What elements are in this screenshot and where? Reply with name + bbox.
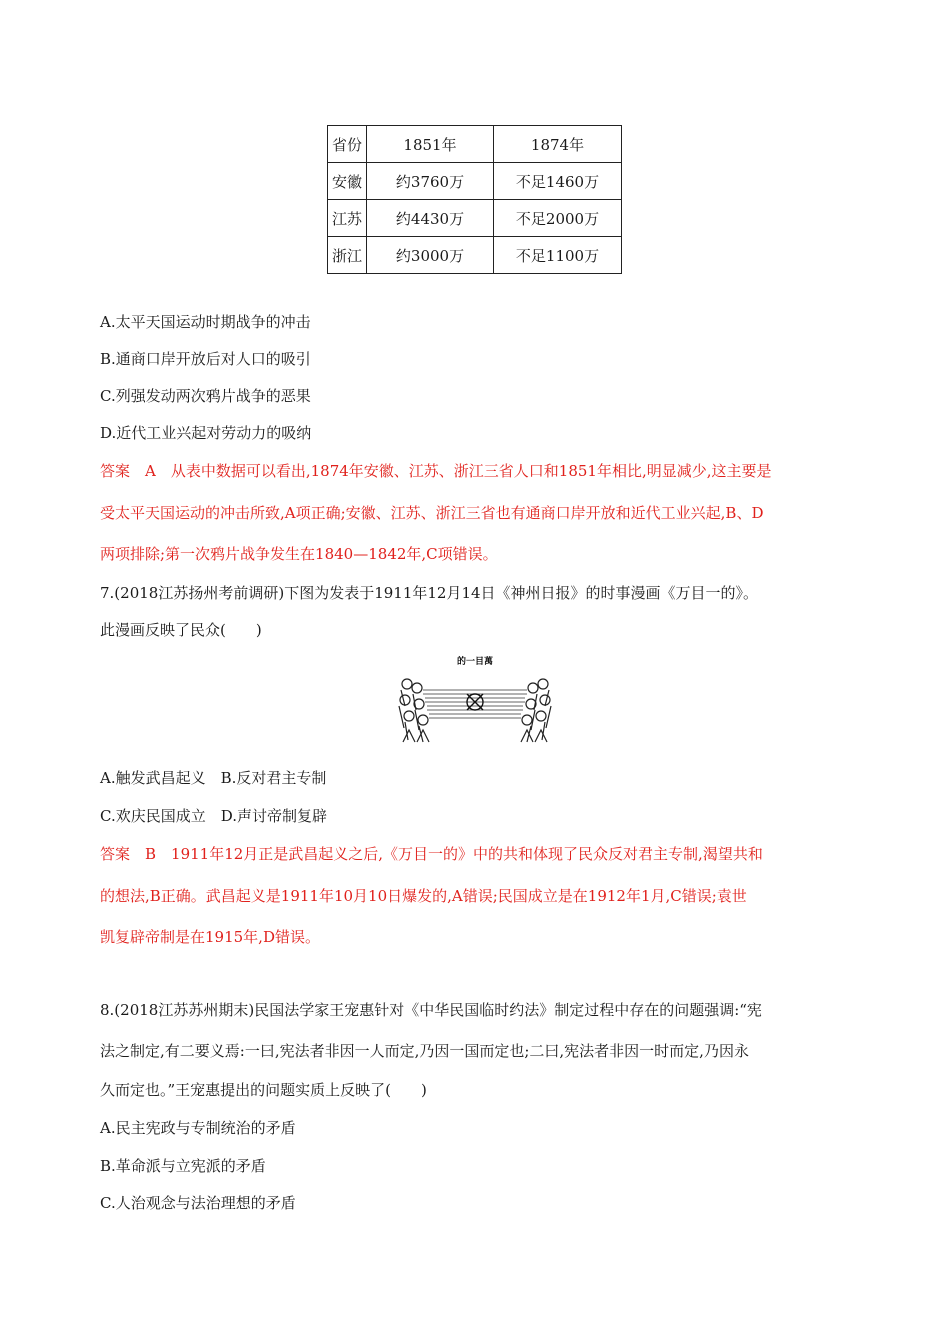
q7-stem-line: 7.(2018江苏扬州考前调研)下图为发表于1911年12月14日《神州日报》的时事漫画《万目一的》。: [100, 584, 759, 602]
table-cell: 约4430万: [367, 200, 494, 237]
q8-stem-line: 8.(2018江苏苏州期末)民国法学家王宠惠针对《中华民国临时约法》制定过程中存在的问题强调:“宪: [100, 1001, 762, 1019]
table-cell: 不足2000万: [494, 200, 622, 237]
q6-answer-line: 受太平天国运动的冲击所致,A项正确;安徽、江苏、浙江三省也有通商口岸开放和近代工业兴起,B、D: [100, 504, 764, 522]
left-crowd: [399, 679, 429, 742]
table-header-row: [328, 126, 622, 163]
q6-option-c: C.列强发动两次鸦片战争的恶果: [100, 387, 311, 405]
table-header-cell: 1874年: [494, 126, 622, 163]
table-header-cell: 省份: [328, 126, 367, 163]
right-crowd: [521, 679, 551, 742]
table-cell: 不足1100万: [494, 237, 622, 274]
q8-option-b: B.革命派与立宪派的矛盾: [100, 1157, 266, 1175]
q6-answer-line: 答案 A 从表中数据可以看出,1874年安徽、江苏、浙江三省人口和1851年相比,明显减少,这主要是: [100, 462, 772, 480]
q7-options-line: C.欢庆民国成立 D.声讨帝制复辟: [100, 807, 327, 825]
q8-stem-line: 久而定也。”王宠惠提出的问题实质上反映了( ): [100, 1081, 427, 1099]
q7-answer-line: 答案 B 1911年12月正是武昌起义之后,《万目一的》中的共和体现了民众反对君主专制,渴望共和: [100, 845, 763, 863]
table-cell: 约3760万: [367, 163, 494, 200]
q6-option-d: D.近代工业兴起对劳动力的吸纳: [100, 424, 312, 442]
table-row: [328, 200, 622, 237]
table-header-cell: 1851年: [367, 126, 494, 163]
cartoon-title: 的一目萬: [456, 657, 494, 667]
population-table: [327, 125, 622, 274]
table-row: [328, 163, 622, 200]
q8-stem-line: 法之制定,有二要义焉:一曰,宪法者非因一人而定,乃因一国而定也;二曰,宪法者非因一时而定,乃因永: [100, 1042, 749, 1060]
q8-option-a: A.民主宪政与专制统治的矛盾: [100, 1119, 296, 1137]
q7-stem-line: 此漫画反映了民众( ): [100, 621, 262, 639]
q6-answer-line: 两项排除;第一次鸦片战争发生在1840—1842年,C项错误。: [100, 545, 498, 563]
table-cell: 江苏: [328, 200, 367, 237]
cartoon-illustration: [393, 654, 557, 746]
table-cell: 浙江: [328, 237, 367, 274]
table-cell: 安徽: [328, 163, 367, 200]
q7-options-line: A.触发武昌起义 B.反对君主专制: [100, 769, 327, 787]
table-cell: 不足1460万: [494, 163, 622, 200]
q6-option-a: A.太平天国运动时期战争的冲击: [100, 313, 311, 331]
table-cell: 约3000万: [367, 237, 494, 274]
q7-answer-line: 的想法,B正确。武昌起义是1911年10月10日爆发的,A错误;民国成立是在1912年1月,C错误;袁世: [100, 887, 747, 905]
q7-answer-line: 凯复辟帝制是在1915年,D错误。: [100, 928, 320, 946]
q6-option-b: B.通商口岸开放后对人口的吸引: [100, 350, 311, 368]
q8-option-c: C.人治观念与法治理想的矛盾: [100, 1194, 296, 1212]
table-row: [328, 237, 622, 274]
